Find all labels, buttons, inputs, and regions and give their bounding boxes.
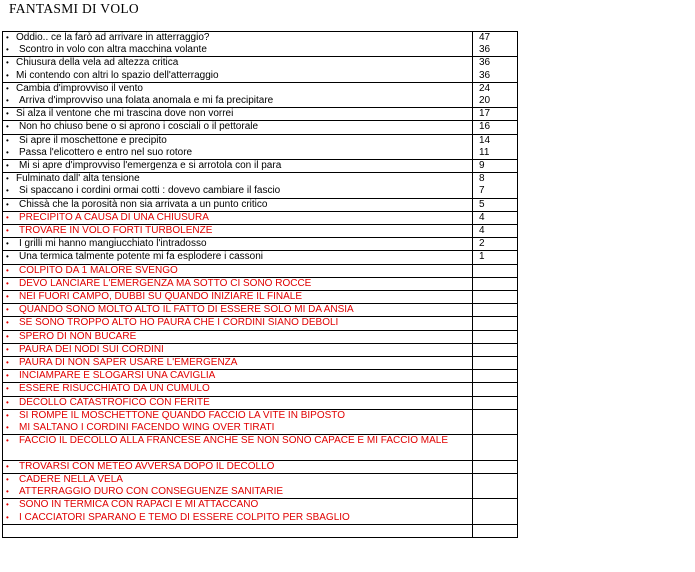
vote-count: 7: [479, 185, 485, 197]
vote-count-cell: [473, 225, 518, 238]
fear-item: [6, 486, 472, 498]
fear-item: [6, 512, 472, 524]
fear-item-text: Si spaccano i cordini ormai cotti : dovevo cambiare il fascio: [19, 185, 281, 197]
fear-description-cell: [3, 304, 473, 317]
vote-count-cell: [473, 238, 518, 251]
vote-count: [479, 499, 517, 511]
fear-item: [6, 278, 472, 290]
fear-item-text: MI SALTANO I CORDINI FACENDO WING OVER TIRATI: [19, 422, 275, 434]
vote-count-cell: [473, 32, 518, 57]
fear-item: [6, 410, 472, 422]
bullet-icon: •: [6, 487, 9, 497]
vote-count-cell: [473, 473, 518, 498]
vote-count: 47: [479, 32, 491, 43]
bullet-icon: •: [6, 292, 9, 302]
table-row: [3, 173, 518, 198]
vote-count-cell: [473, 343, 518, 356]
fear-item-text: SONO IN TERMICA CON RAPACI E MI ATTACCANO: [19, 499, 259, 511]
bullet-icon: •: [6, 278, 9, 288]
vote-count-cell: [473, 435, 518, 460]
table-row: [3, 435, 518, 460]
bullet-icon: •: [6, 239, 9, 249]
fear-item: [6, 331, 472, 343]
fear-description-cell: [3, 57, 473, 82]
vote-count-cell: [473, 357, 518, 370]
fear-item: [6, 135, 472, 147]
fear-item-text: Non ho chiuso bene o si aprono i cosciali o il pettorale: [19, 121, 259, 133]
table-row: [3, 291, 518, 304]
vote-count: 24: [479, 82, 491, 94]
table-row: [3, 304, 518, 317]
table-row: [3, 370, 518, 383]
fear-description-cell: [3, 435, 473, 460]
table-row: [3, 409, 518, 434]
table-row: [3, 499, 518, 524]
table-row: [3, 383, 518, 396]
fear-description-cell: [3, 160, 473, 173]
fear-item-text: ATTERRAGGIO DURO CON CONSEGUENZE SANITARIE: [19, 486, 284, 498]
fear-item: [6, 160, 472, 172]
table-row: [3, 460, 518, 473]
vote-count-cell: [473, 291, 518, 304]
fear-description-cell: [3, 251, 473, 264]
fear-item-text: Fulminato dall' alta tensione: [16, 173, 140, 185]
bullet-icon: •: [6, 135, 9, 145]
fear-item-text: Passa l'elicottero e entro nel suo rotore: [19, 146, 193, 158]
bullet-icon: •: [6, 70, 9, 80]
bullet-icon: •: [6, 305, 9, 315]
table-row: [3, 82, 518, 107]
bullet-icon: •: [6, 436, 9, 446]
fear-item-text: Si apre il moschettone e precipito: [19, 134, 167, 146]
vote-count-cell: [473, 160, 518, 173]
fear-item-text: Mi contendo con altri lo spazio dell'atterraggio: [16, 69, 219, 81]
fear-item: [6, 108, 472, 120]
fear-description-cell: [3, 238, 473, 251]
vote-count-cell: [473, 499, 518, 524]
vote-count-cell: [473, 370, 518, 383]
bullet-icon: •: [6, 174, 9, 184]
bullet-icon: •: [6, 212, 9, 222]
table-row: [3, 357, 518, 370]
fear-description-cell: [3, 198, 473, 211]
fear-item: [6, 185, 472, 197]
fear-item-text: SE SONO TROPPO ALTO HO PAURA CHE I CORDINI SIANO DEBOLI: [19, 317, 339, 329]
vote-count: [479, 410, 517, 422]
fear-item-text: Chiusura della vela ad altezza critica: [16, 57, 179, 69]
table-row: [3, 57, 518, 82]
vote-count-cell: [473, 524, 518, 537]
vote-count: 16: [479, 121, 491, 133]
table-row: [3, 134, 518, 159]
fear-item-text: Arriva d'improvviso una folata anomala e mi fa precipitare: [19, 95, 274, 107]
fear-item: [6, 461, 472, 473]
bullet-icon: •: [6, 161, 9, 171]
vote-count-cell: [473, 409, 518, 434]
fear-item-text: FACCIO IL DECOLLO ALLA FRANCESE ANCHE SE NON SONO CAPACE E MI FACCIO MALE: [19, 435, 448, 447]
vote-count: [479, 265, 517, 277]
table-row: [3, 32, 518, 57]
vote-count: [479, 344, 517, 356]
vote-count: [479, 474, 517, 486]
vote-count: 9: [479, 160, 485, 172]
vote-count: [479, 370, 517, 382]
bullet-icon: •: [6, 512, 9, 522]
bullet-icon: •: [6, 58, 9, 68]
fear-item: [6, 32, 472, 44]
fear-item-text: Cambia d'improvviso il vento: [16, 82, 143, 94]
fear-description-cell: [3, 460, 473, 473]
fear-item-text: DECOLLO CATASTROFICO CON FERITE: [19, 396, 210, 408]
table-row: [3, 160, 518, 173]
fear-item: [6, 70, 472, 82]
bullet-icon: •: [6, 96, 9, 106]
vote-count-cell: [473, 383, 518, 396]
bullet-icon: •: [6, 474, 9, 484]
fear-description-cell: [3, 108, 473, 121]
vote-count: 1: [479, 251, 485, 263]
fear-item-text: Chissà che la porosità non sia arrivata a un punto critico: [19, 198, 268, 210]
fear-description-cell: [3, 173, 473, 198]
fear-item-text: TROVARE IN VOLO FORTI TURBOLENZE: [19, 225, 213, 237]
vote-count: [479, 512, 517, 524]
fear-description-cell: [3, 396, 473, 409]
fear-item-text: NEI FUORI CAMPO, DUBBI SU QUANDO INIZIARE IL FINALE: [19, 291, 303, 303]
vote-count: 36: [479, 44, 491, 56]
table-row: [3, 108, 518, 121]
table-row: [3, 251, 518, 264]
bullet-icon: •: [6, 344, 9, 354]
fear-item: [6, 304, 472, 316]
fear-item: [6, 251, 472, 263]
bullet-icon: •: [6, 371, 9, 381]
vote-count: 11: [479, 146, 490, 158]
fear-description-cell: [3, 383, 473, 396]
table-row: [3, 330, 518, 343]
vote-count: [479, 461, 517, 473]
fear-description-cell: [3, 134, 473, 159]
fear-item: [6, 397, 472, 409]
vote-count-cell: [473, 211, 518, 224]
fear-item: [6, 95, 472, 107]
bullet-icon: •: [6, 252, 9, 262]
fear-item-text: Mi si apre d'improvviso l'emergenza e si arrotola con il para: [19, 160, 282, 172]
bullet-icon: •: [6, 265, 9, 275]
vote-count: 4: [479, 211, 485, 223]
bullet-icon: •: [6, 147, 9, 157]
fear-item: [6, 499, 472, 511]
bullet-icon: •: [6, 358, 9, 368]
fear-item-text: COLPITO DA 1 MALORE SVENGO: [19, 264, 178, 276]
vote-count-cell: [473, 330, 518, 343]
table-row: [3, 277, 518, 290]
fear-item: [6, 474, 472, 486]
fear-item-text: I grilli mi hanno mangiucchiato l'intradosso: [19, 238, 207, 250]
fear-item-text: ESSERE RISUCCHIATO DA UN CUMULO: [19, 383, 210, 395]
vote-count-cell: [473, 82, 518, 107]
fear-description-cell: [3, 121, 473, 134]
fear-item-text: INCIAMPARE E SLOGARSI UNA CAVIGLIA: [19, 370, 216, 382]
fear-description-cell: [3, 82, 473, 107]
fear-item: [6, 173, 472, 185]
fear-item: [6, 83, 472, 95]
bullet-icon: •: [6, 500, 9, 510]
bullet-icon: •: [6, 226, 9, 236]
vote-count-cell: [473, 460, 518, 473]
vote-count-cell: [473, 317, 518, 330]
fear-item-text: SPERO DI NON BUCARE: [19, 330, 137, 342]
fear-description-cell: [3, 291, 473, 304]
fear-item: [6, 44, 472, 56]
bullet-icon: •: [6, 83, 9, 93]
bullet-icon: •: [6, 186, 9, 196]
vote-count-cell: [473, 304, 518, 317]
fears-table: [2, 31, 518, 538]
table-row: [3, 238, 518, 251]
table-row: [3, 343, 518, 356]
vote-count: 20: [479, 95, 491, 107]
fear-description-cell: [3, 524, 473, 537]
vote-count: [479, 304, 517, 316]
table-row: [3, 121, 518, 134]
fear-item: [6, 370, 472, 382]
fear-item: [6, 121, 472, 133]
fear-item: [6, 199, 472, 211]
table-row: [3, 396, 518, 409]
bullet-icon: •: [6, 199, 9, 209]
bullet-icon: •: [6, 318, 9, 328]
fear-description-cell: [3, 343, 473, 356]
fear-description-cell: [3, 225, 473, 238]
fear-description-cell: [3, 211, 473, 224]
fear-item-text: Si alza il ventone che mi trascina dove non vorrei: [16, 108, 234, 120]
fear-description-cell: [3, 330, 473, 343]
fear-description-cell: [3, 357, 473, 370]
vote-count: [479, 291, 517, 303]
bullet-icon: •: [6, 461, 9, 471]
fear-item: [6, 57, 472, 69]
fear-item-text: DEVO LANCIARE L'EMERGENZA MA SOTTO CI SONO ROCCE: [19, 277, 312, 289]
vote-count-cell: [473, 198, 518, 211]
fear-item: [6, 265, 472, 277]
fear-item: [6, 435, 472, 447]
vote-count-cell: [473, 173, 518, 198]
fear-item: [6, 422, 472, 434]
bullet-icon: •: [6, 423, 9, 433]
vote-count: [479, 278, 517, 290]
vote-count: 36: [479, 57, 491, 69]
fear-item-text: PAURA DEI NODI SUI CORDINI: [19, 343, 164, 355]
fear-description-cell: [3, 473, 473, 498]
fear-item: [6, 291, 472, 303]
bullet-icon: •: [6, 33, 9, 42]
table-row: [3, 317, 518, 330]
fear-description-cell: [3, 264, 473, 277]
vote-count-cell: [473, 121, 518, 134]
fear-item-text: Oddio.. ce la farò ad arrivare in atterraggio?: [16, 32, 210, 43]
bullet-icon: •: [6, 410, 9, 420]
fear-description-cell: [3, 32, 473, 57]
fear-description-cell: [3, 499, 473, 524]
bullet-icon: •: [6, 384, 9, 394]
fear-item-text: Una termica talmente potente mi fa esplodere i cassoni: [19, 251, 264, 263]
vote-count: 2: [479, 238, 485, 250]
vote-count: [479, 317, 517, 329]
bullet-icon: •: [6, 397, 9, 407]
vote-count-cell: [473, 57, 518, 82]
bullet-icon: •: [6, 331, 9, 341]
vote-count-cell: [473, 108, 518, 121]
fear-item-text: Scontro in volo con altra macchina volante: [19, 44, 207, 56]
table-row: [3, 264, 518, 277]
vote-count: 17: [479, 108, 491, 120]
vote-count: 36: [479, 69, 491, 81]
fear-item: [6, 317, 472, 329]
vote-count-cell: [473, 251, 518, 264]
vote-count: [479, 331, 517, 343]
fear-description-cell: [3, 317, 473, 330]
table-row: [3, 211, 518, 224]
table-row: [3, 524, 518, 537]
fear-item: [6, 344, 472, 356]
fear-item: [6, 383, 472, 395]
fear-item-text: PRECIPITO A CAUSA DI UNA CHIUSURA: [19, 211, 209, 223]
fear-item-text: PAURA DI NON SAPER USARE L'EMERGENZA: [19, 357, 238, 369]
vote-count-cell: [473, 264, 518, 277]
vote-count: [479, 357, 517, 369]
vote-count: 5: [479, 198, 485, 210]
table-row: [3, 225, 518, 238]
table-row: [3, 198, 518, 211]
fear-description-cell: [3, 277, 473, 290]
bullet-icon: •: [6, 109, 9, 119]
vote-count: [479, 525, 517, 537]
fears-table-body: [3, 32, 518, 538]
fear-item-text: QUANDO SONO MOLTO ALTO IL FATTO DI ESSERE SOLO MI DA ANSIA: [19, 304, 354, 316]
fear-item: [6, 212, 472, 224]
vote-count: [479, 422, 517, 434]
vote-count: [479, 383, 517, 395]
fear-item: [6, 238, 472, 250]
fear-item: [6, 147, 472, 159]
vote-count: [479, 397, 517, 409]
vote-count-cell: [473, 134, 518, 159]
fear-item-text: TROVARSI CON METEO AVVERSA DOPO IL DECOLLO: [19, 460, 275, 472]
document-title: FANTASMI DI VOLO: [9, 1, 139, 16]
bullet-icon: •: [6, 45, 9, 55]
vote-count: 8: [479, 173, 485, 185]
vote-count-cell: [473, 277, 518, 290]
vote-count: 14: [479, 134, 491, 146]
fear-item-text: I CACCIATORI SPARANO E TEMO DI ESSERE COLPITO PER SBAGLIO: [19, 511, 350, 523]
bullet-icon: •: [6, 122, 9, 132]
table-row: [3, 473, 518, 498]
fear-item: [6, 357, 472, 369]
vote-count: [479, 448, 517, 460]
vote-count: 4: [479, 225, 485, 237]
fear-description-cell: [3, 370, 473, 383]
fear-item-text: SI ROMPE IL MOSCHETTONE QUANDO FACCIO LA VITE IN BIPOSTO: [19, 409, 345, 421]
vote-count: [479, 435, 517, 447]
fear-item-text: CADERE NELLA VELA: [19, 473, 123, 485]
vote-count-cell: [473, 396, 518, 409]
fear-item: [6, 525, 472, 537]
fear-description-cell: [3, 409, 473, 434]
vote-count: [479, 486, 517, 498]
fear-item: [6, 225, 472, 237]
